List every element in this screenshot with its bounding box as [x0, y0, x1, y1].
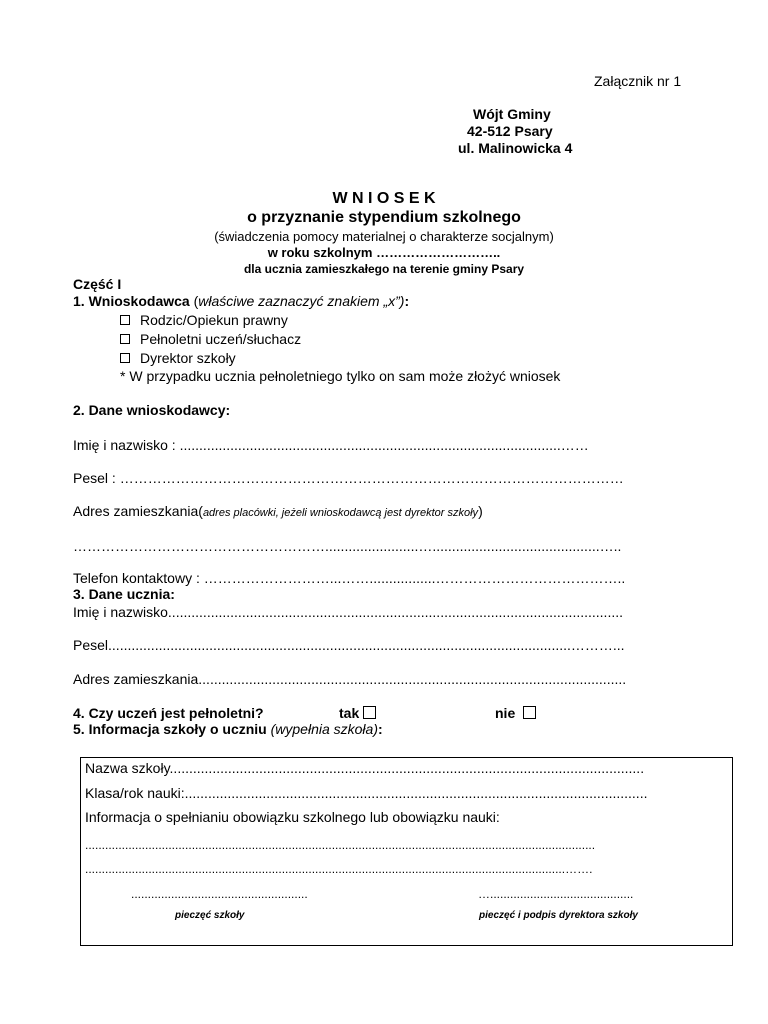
section1-hint: właściwe zaznaczyć znakiem „x”)	[198, 293, 405, 309]
class-field[interactable]: Klasa/rok nauki:.......................................................................................................................	[85, 785, 648, 801]
option-adult-student[interactable]	[120, 331, 301, 347]
section5-colon: :	[377, 721, 383, 737]
obligation-info-line2[interactable]: ................................................................................................................................................…….	[85, 862, 593, 876]
document-subtitle: o przyznanie stypendium szkolnego	[247, 209, 521, 226]
section1-title: 1. Wnioskodawca	[73, 293, 190, 309]
yes-checkbox-icon[interactable]	[363, 706, 376, 719]
applicant-address-label	[73, 503, 483, 519]
section5-hint: (wypełnia szkoła)	[266, 721, 378, 737]
applicant-phone-field[interactable]: Telefon kontaktowy : ………………………...…….................…………………………………..	[73, 570, 626, 586]
address-label-text: Adres zamieszkania(	[73, 503, 203, 519]
adult-student-note: * W przypadku ucznia pełnoletniego tylko on sam może złożyć wniosek	[120, 368, 561, 384]
checkbox-icon[interactable]	[120, 315, 130, 325]
section5-heading	[73, 721, 383, 737]
section1-hint-open: (	[189, 293, 199, 309]
option-label: Dyrektor szkoły	[140, 350, 236, 366]
signature-blank[interactable]: …...........................................	[478, 887, 634, 901]
stamp-blank[interactable]: .....................................................	[131, 887, 308, 901]
no-checkbox-icon[interactable]	[523, 706, 536, 719]
option-label: Rodzic/Opiekun prawny	[140, 312, 288, 328]
stamp-label: pieczęć szkoły	[175, 910, 245, 921]
answer-yes-label: tak	[339, 705, 360, 721]
applicant-address-field[interactable]: ………………………………………………........................…...........................................…..	[73, 538, 622, 554]
addressee-line3: ul. Malinowicka 4	[458, 140, 573, 156]
option-parent[interactable]	[120, 312, 288, 328]
school-year-line: w roku szkolnym ………………………..	[267, 245, 501, 260]
section1-heading	[73, 293, 409, 309]
addressee-line2: 42-512 Psary	[467, 123, 553, 139]
document-title: W N I O S E K	[332, 190, 436, 207]
signature-label: pieczęć i podpis dyrektora szkoły	[479, 910, 638, 921]
answer-no[interactable]	[495, 705, 536, 721]
section5-title: 5. Informacja szkoły o uczniu	[73, 721, 267, 737]
option-director[interactable]	[120, 350, 236, 366]
adult-question: 4. Czy uczeń jest pełnoletni?	[73, 705, 264, 721]
answer-yes[interactable]	[339, 705, 376, 721]
student-pesel-field[interactable]: Pesel.......................................................................................................................………...	[73, 637, 625, 653]
addressee-line1: Wójt Gminy	[473, 106, 551, 122]
applicant-name-field[interactable]: Imię i nazwisko : ..................................................................................................……	[73, 437, 589, 453]
document-parenthetical: (świadczenia pomocy materialnej o charakterze socjalnym)	[214, 229, 554, 244]
section1-colon: :	[404, 293, 410, 309]
obligation-info-line1[interactable]: .........................................................................................................................................................	[85, 838, 596, 852]
section3-title: 3. Dane ucznia:	[73, 586, 175, 602]
student-address-field[interactable]: Adres zamieszkania..............................................................................................................	[73, 671, 627, 687]
part1-label: Część I	[73, 276, 122, 292]
obligation-info-label: Informacja o spełnianiu obowiązku szkolnego lub obowiązku nauki:	[85, 809, 500, 825]
checkbox-icon[interactable]	[120, 334, 130, 344]
address-label-close: )	[478, 503, 483, 519]
checkbox-icon[interactable]	[120, 353, 130, 363]
student-name-field[interactable]: Imię i nazwisko.....................................................................................................................	[73, 604, 624, 620]
resident-line: dla ucznia zamieszkałego na terenie gminy Psary	[243, 262, 525, 276]
address-hint: adres placówki, jeżeli wnioskodawcą jest dyrektor szkoły	[202, 507, 479, 519]
attachment-label: Załącznik nr 1	[594, 73, 682, 89]
school-name-field[interactable]: Nazwa szkoły..........................................................................................................................	[85, 760, 645, 776]
section2-title: 2. Dane wnioskodawcy:	[73, 402, 231, 418]
applicant-pesel-field[interactable]: Pesel : ………………………………………………………………………………………………	[73, 470, 624, 486]
option-label: Pełnoletni uczeń/słuchacz	[140, 331, 302, 347]
answer-no-label: nie	[495, 705, 516, 721]
